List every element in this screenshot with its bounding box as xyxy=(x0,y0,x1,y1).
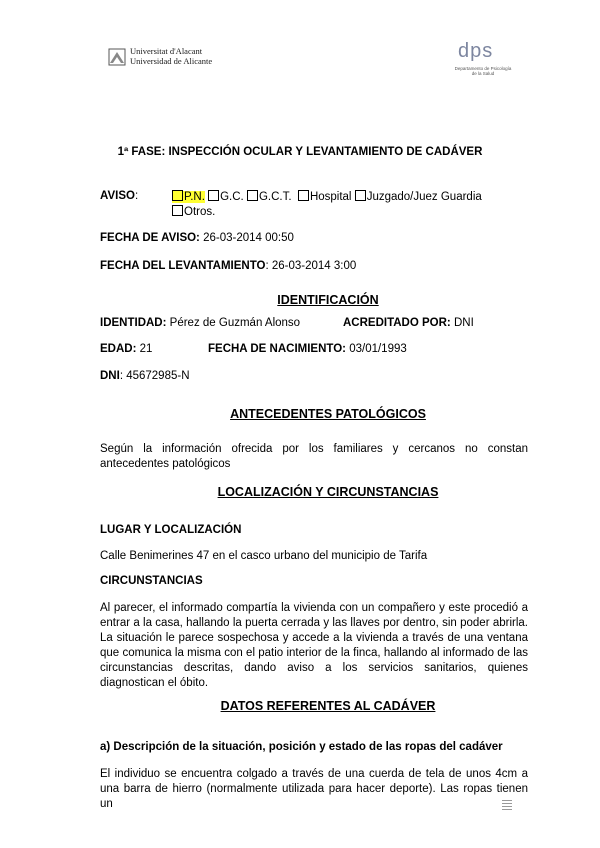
lugar-heading: LUGAR Y LOCALIZACIÓN xyxy=(100,524,242,536)
aviso-option-otros[interactable]: Otros. xyxy=(172,206,215,218)
university-logo xyxy=(108,46,228,72)
datos-cadaver-text: El individuo se encuentra colgado a través de una cuerda de tela de unos 4cm a una barra de hierro (normalmente utilizada para hacer deporte). Las ropas tienen un xyxy=(100,768,528,810)
edad-label: EDAD: xyxy=(100,343,137,355)
aviso-option-juzgado[interactable]: Juzgado/Juez Guardia xyxy=(355,191,482,203)
dni-label: DNI xyxy=(100,370,120,382)
datos-cadaver-subheading: a) Descripción de la situación, posición y estado de las ropas del cadáver xyxy=(100,741,503,753)
aviso-option-gc[interactable]: G.C. xyxy=(208,191,244,203)
localizacion-heading: LOCALIZACIÓN Y CIRCUNSTANCIAS xyxy=(217,485,439,499)
aviso-option-gct[interactable]: G.C.T. xyxy=(247,191,292,203)
fecha-levantamiento-row xyxy=(100,260,356,272)
aviso-option-pn[interactable]: P.N. xyxy=(172,191,205,203)
checkbox-icon xyxy=(298,190,309,201)
dps-logo-text: dps xyxy=(458,40,494,62)
identidad-value: Pérez de Guzmán Alonso xyxy=(169,317,301,329)
circunstancias-text: Al parecer, el informado compartía la vivienda con un compañero y este procedió a entrar a la casa, hallando la puerta cerrada y las llaves por dentro, sin poder abrirla. La situación le parece sospechosa y accede a la vivienda a través de una ventana que comunica la misma con el patio interior de la finca, hallando al informado de las circunstancias descritas, dando aviso a los servicios sanitarios, quienes diagnostican el óbito. xyxy=(100,602,528,689)
fecha-levantamiento-value: : 26-03-2014 3:00 xyxy=(265,260,357,272)
document-title: 1ª FASE: INSPECCIÓN OCULAR Y LEVANTAMIENTO DE CADÁVER xyxy=(117,146,483,158)
university-name-line1: Universitat d'Alacant xyxy=(130,46,203,56)
fecha-aviso-value: 26-03-2014 00:50 xyxy=(203,232,294,244)
checkbox-icon xyxy=(208,190,219,201)
edad-value: 21 xyxy=(139,343,153,355)
aviso-row xyxy=(100,190,138,202)
checkbox-icon xyxy=(355,190,366,201)
acreditado-label: ACREDITADO POR: xyxy=(343,317,451,329)
identidad-label: IDENTIDAD: xyxy=(100,317,167,329)
nacimiento-value: 03/01/1993 xyxy=(349,343,407,355)
dni-value: : 45672985-N xyxy=(119,370,190,382)
page-marker-icon xyxy=(502,800,512,812)
dps-logo xyxy=(452,40,514,80)
antecedentes-heading: ANTECEDENTES PATOLÓGICOS xyxy=(230,407,426,421)
university-name-line2: Universidad de Alicante xyxy=(130,56,213,66)
edad-row xyxy=(100,343,152,355)
identificacion-heading: IDENTIFICACIÓN xyxy=(277,293,379,307)
checkbox-icon xyxy=(172,205,183,216)
dps-logo-subtitle: Departamento de Psicología de la Salud xyxy=(454,66,512,76)
university-emblem-icon xyxy=(108,48,126,66)
antecedentes-text: Según la información ofrecida por los familiares y cercanos no constan antecedentes patológicos xyxy=(100,443,528,470)
acreditado-row xyxy=(343,317,474,329)
checkbox-icon xyxy=(247,190,258,201)
dni-row xyxy=(100,370,190,382)
aviso-separator: : xyxy=(134,190,139,202)
fecha-levantamiento-label: FECHA DEL LEVANTAMIENTO xyxy=(100,260,266,272)
acreditado-value: DNI xyxy=(453,317,474,329)
aviso-options-line1 xyxy=(172,190,482,203)
identidad-row xyxy=(100,317,300,329)
checkbox-icon xyxy=(172,190,183,201)
nacimiento-label: FECHA DE NACIMIENTO: xyxy=(208,343,346,355)
nacimiento-row xyxy=(208,343,407,355)
aviso-options-line2 xyxy=(172,205,215,218)
aviso-option-hospital[interactable]: Hospital xyxy=(295,191,352,203)
fecha-aviso-row xyxy=(100,232,294,244)
datos-cadaver-heading: DATOS REFERENTES AL CADÁVER xyxy=(220,699,436,713)
fecha-aviso-label: FECHA DE AVISO: xyxy=(100,232,200,244)
circunstancias-heading: CIRCUNSTANCIAS xyxy=(100,575,203,587)
lugar-text: Calle Benimerines 47 en el casco urbano del municipio de Tarifa xyxy=(100,550,428,562)
aviso-label: AVISO xyxy=(100,190,135,202)
